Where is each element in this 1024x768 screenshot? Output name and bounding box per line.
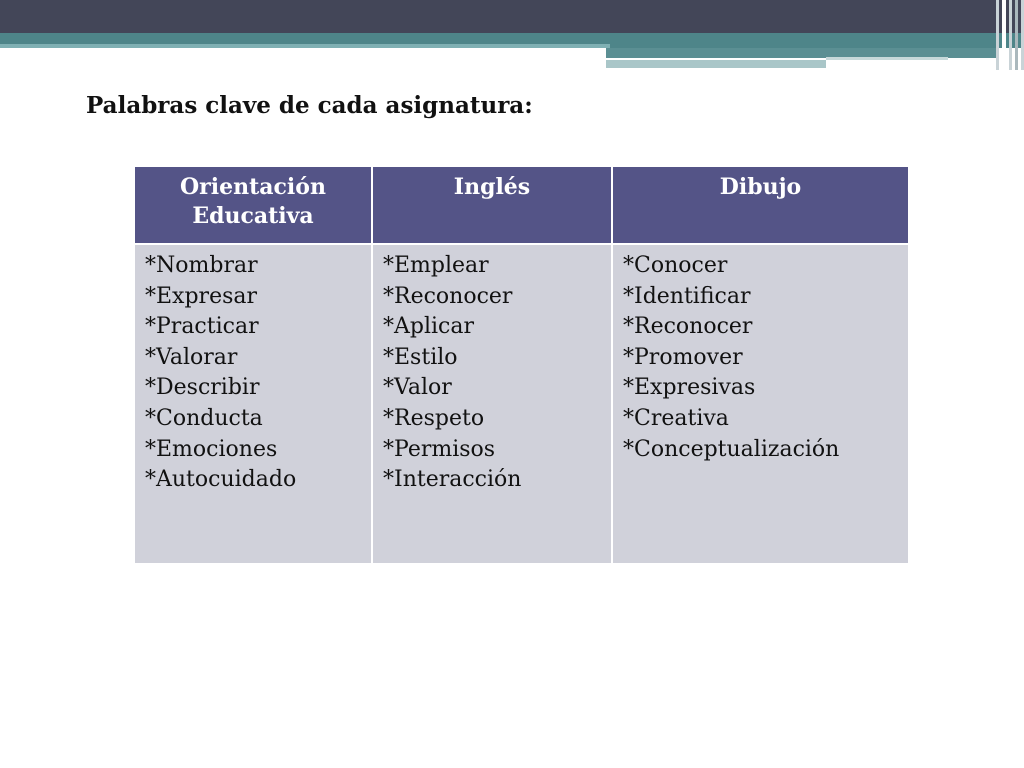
keyword: *Respeto [383,405,485,431]
keyword: *Reconocer [623,314,753,340]
keyword: *Permisos [383,436,496,462]
header-orientacion: Orientación Educativa [134,166,372,244]
right-decor-lines [990,0,1024,70]
keyword: *Expresivas [623,375,756,401]
table-row [134,244,909,564]
keyword: *Interacción [383,467,522,493]
cell-dibujo [612,244,909,564]
keyword: *Expresar [145,283,258,309]
teal-decor-sub-band-pale [826,57,948,60]
keyword: *Valor [383,375,452,401]
keyword: *Emociones [145,436,278,462]
keyword: *Estilo [383,344,458,370]
header-dibujo: Dibujo [612,166,909,244]
keyword: *Conducta [145,405,263,431]
keyword: *Practicar [145,314,259,340]
keyword: *Identificar [623,283,751,309]
keyword: *Valorar [145,344,238,370]
header-ingles: Inglés [372,166,612,244]
slide-title: Palabras clave de cada asignatura: [86,92,533,119]
keyword: *Reconocer [383,283,513,309]
table-header-row [134,166,909,244]
keyword: *Conocer [623,253,728,278]
teal-decor-sub-band-light [606,60,826,68]
keyword: *Creativa [623,405,729,431]
top-decor-bar [0,0,1024,33]
keyword: *Conceptualización [623,436,840,462]
keyword: *Emplear [383,253,489,278]
keyword: *Nombrar [145,253,258,278]
keyword: *Aplicar [383,314,474,340]
keyword: *Autocuidado [145,467,297,493]
keyword: *Promover [623,344,743,370]
cell-ingles [372,244,612,564]
cell-orientacion [134,244,372,564]
keyword: *Describir [145,375,260,401]
keywords-table [133,165,910,565]
teal-decor-thin [0,44,610,48]
